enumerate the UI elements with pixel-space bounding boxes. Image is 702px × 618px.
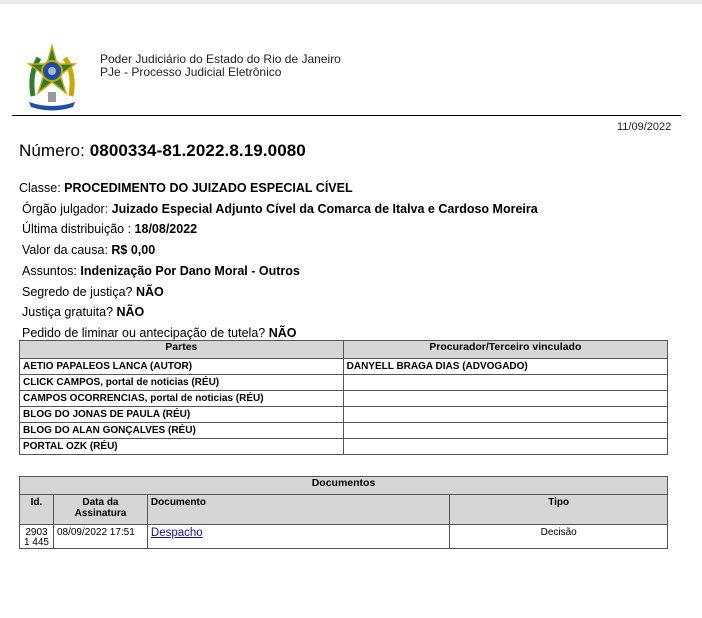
- documento-column-header: Documento: [147, 495, 449, 525]
- documentos-caption-row: [20, 477, 668, 495]
- field-justica-gratuita: Justiça gratuita? NÃO: [22, 305, 145, 320]
- table-row: [20, 375, 668, 391]
- header-divider: [12, 115, 681, 116]
- documentos-header-row: [20, 495, 668, 525]
- table-row: [20, 391, 668, 407]
- table-row: [20, 407, 668, 423]
- field-pedido-liminar: Pedido de liminar ou antecipação de tutela? NÃO: [22, 325, 297, 340]
- process-number: [19, 141, 306, 161]
- procurador-cell: [343, 391, 667, 407]
- doc-id-cell: 29031 445: [20, 525, 54, 549]
- system-name: PJe - Processo Judicial Eletrônico: [100, 65, 282, 79]
- process-number-value: 0800334-81.2022.8.19.0080: [89, 141, 306, 160]
- field-classe: Classe: PROCEDIMENTO DO JUIZADO ESPECIAL CÍVEL: [19, 181, 353, 195]
- documentos-caption: Documentos: [20, 477, 668, 495]
- parte-cell: CAMPOS OCORRENCIAS, portal de noticias (RÉU): [20, 391, 344, 407]
- tipo-column-header: Tipo: [450, 495, 668, 525]
- parte-cell: PORTAL OZK (RÉU): [20, 439, 344, 455]
- procurador-cell: [343, 423, 667, 439]
- id-column-header: Id.: [20, 495, 54, 525]
- documentos-table: [19, 476, 668, 549]
- field-valor-causa: Valor da causa: R$ 0,00: [22, 243, 156, 258]
- field-ultima-distribuicao: Última distribuição : 18/08/2022: [22, 222, 198, 237]
- field-segredo-justica: Segredo de justiça? NÃO: [22, 284, 164, 299]
- process-number-label: Número:: [19, 141, 85, 160]
- parte-cell: BLOG DO ALAN GONÇALVES (RÉU): [20, 423, 344, 439]
- parte-cell: AETIO PAPALEOS LANCA (AUTOR): [20, 359, 344, 375]
- procurador-cell: DANYELL BRAGA DIAS (ADVOGADO): [343, 359, 667, 375]
- partes-table: [19, 340, 668, 455]
- field-orgao-julgador: Órgão julgador: Juizado Especial Adjunto Cível da Comarca de Italva e Cardoso Moreira: [22, 201, 538, 216]
- court-name: Poder Judiciário do Estado do Rio de Janeiro: [100, 52, 341, 66]
- doc-tipo-cell: Decisão: [450, 525, 668, 549]
- procurador-cell: [343, 375, 667, 391]
- viewer-top-bar: [0, 0, 702, 4]
- parte-cell: CLICK CAMPOS, portal de noticias (RÉU): [20, 375, 344, 391]
- data-column-header: Data da Assinatura: [53, 495, 147, 525]
- procurador-cell: [343, 407, 667, 423]
- table-row: [20, 359, 668, 375]
- document-date: 11/09/2022: [617, 121, 672, 133]
- doc-date-cell: 08/09/2022 17:51: [53, 525, 147, 549]
- table-row: [20, 525, 668, 549]
- partes-header-row: [20, 341, 668, 359]
- table-row: [20, 439, 668, 455]
- despacho-link[interactable]: Despacho: [150, 527, 203, 539]
- institution-header: [100, 53, 341, 79]
- procurador-cell: [343, 439, 667, 455]
- partes-column-header: Partes: [20, 341, 344, 359]
- doc-name-cell: [147, 525, 449, 549]
- procurador-column-header: Procurador/Terceiro vinculado: [343, 341, 667, 359]
- field-assuntos: Assuntos: Indenização Por Dano Moral - Outros: [22, 263, 300, 278]
- table-row: [20, 423, 668, 439]
- process-fields: [19, 178, 538, 344]
- parte-cell: BLOG DO JONAS DE PAULA (RÉU): [20, 407, 344, 423]
- brazil-coat-of-arms-icon: [25, 44, 79, 112]
